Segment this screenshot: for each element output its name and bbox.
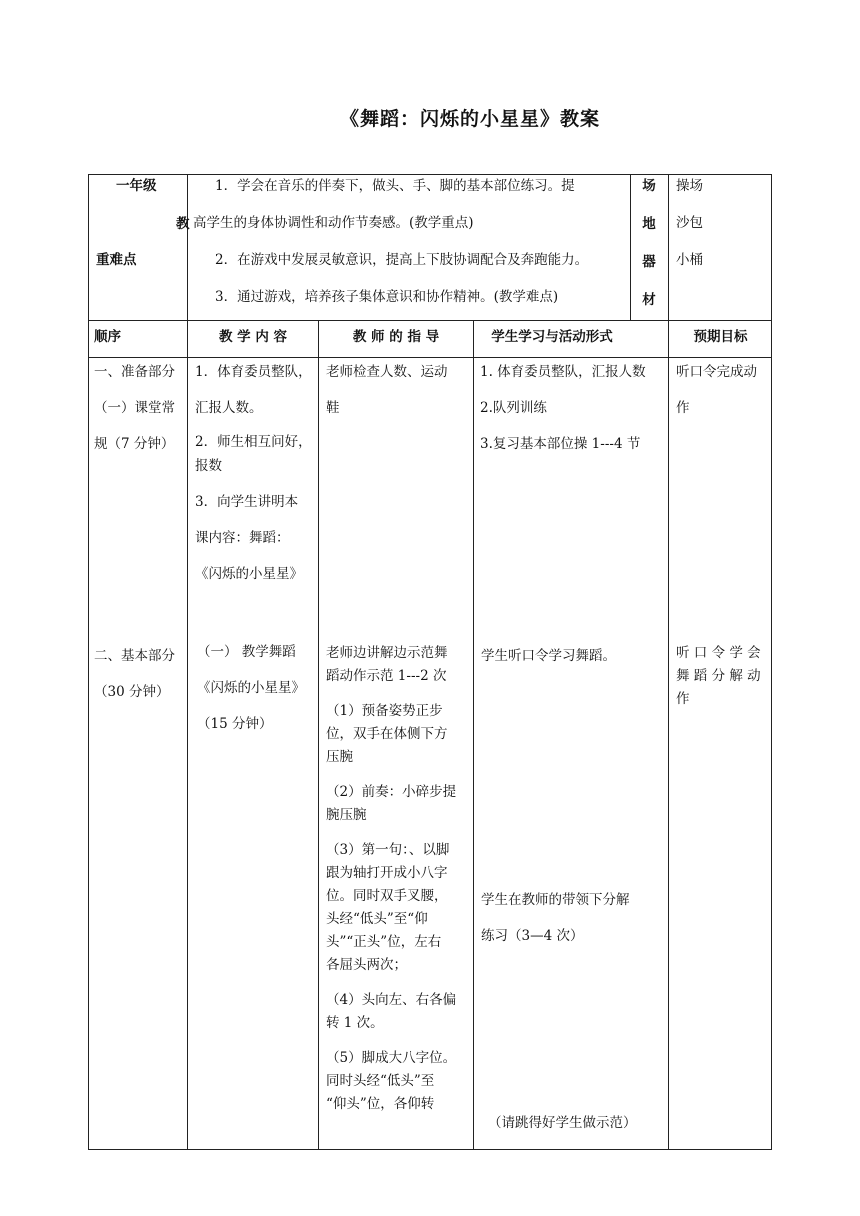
column-divider bbox=[318, 320, 319, 1150]
objective-line: 1．学会在音乐的伴奏下，做头、手、脚的基本部位练习。提 bbox=[215, 178, 575, 194]
key-points-label: 重难点 bbox=[96, 252, 137, 268]
part2-student-a: 学生听口令学习舞蹈。 bbox=[481, 648, 616, 664]
jiao-char: 教 bbox=[176, 216, 190, 232]
part1-order: 一、准备部分 （一）课堂常 规（7 分钟） bbox=[94, 364, 175, 452]
part2-order: 二、基本部分 （30 分钟） bbox=[94, 648, 175, 700]
part2-student-c: （请跳得好学生做示范） bbox=[488, 1115, 637, 1131]
objective-line: 高学生的身体协调性和动作节奏感。(教学重点) bbox=[193, 215, 474, 231]
equipment-item: 沙包 bbox=[676, 215, 703, 231]
part2-teacher: 老师边讲解边示范舞 蹈动作示范 1---2 次 （1）预备姿势正步 位，双手在体侧下方 压腕 （2）前奏：小碎步提 腕压腕 （3）第一句：、以脚 跟为轴打开成小八字 位。同时双手叉腰， 头经“低头”至“仰 头”“正头”位，左右 各屈头两次； （4）头向左、右各偏 转 1 次。 （5）脚成大八字位。 同时头经“低头”至 “仰头”位，各仰转 bbox=[326, 645, 457, 1112]
header-content: 教 学 内 容 bbox=[218, 329, 288, 345]
grade-label: 一年级 bbox=[116, 178, 157, 194]
row-divider bbox=[88, 357, 772, 358]
column-divider bbox=[668, 174, 669, 1150]
part1-goal: 听口令完成动 作 bbox=[676, 364, 757, 416]
objective-line: 2．在游戏中发展灵敏意识，提高上下肢协调配合及奔跑能力。 bbox=[215, 252, 589, 268]
row-divider bbox=[88, 320, 772, 321]
equipment-item: 操场 bbox=[676, 178, 703, 194]
part2-goal: 听 口 令 学 会 舞 蹈 分 解 动 作 bbox=[676, 645, 761, 707]
column-divider bbox=[187, 174, 188, 1150]
header-teacher: 教 师 的 指 导 bbox=[352, 329, 440, 345]
part2-student-b: 学生在教师的带领下分解 练习（3—4 次） bbox=[481, 892, 630, 944]
part1-content: 1．体育委员整队， 汇报人数。 2．师生相互问好， 报数 3．向学生讲明本 课内容：舞蹈： 《闪烁的小星星》 bbox=[195, 364, 312, 582]
part1-teacher: 老师检查人数、运动 鞋 bbox=[326, 364, 448, 416]
header-student: 学生学习与活动形式 bbox=[491, 329, 613, 345]
header-goal: 预期目标 bbox=[693, 329, 748, 345]
column-divider bbox=[630, 174, 631, 320]
part1-student: 1. 体育委员整队，汇报人数 2.队列训练 3.复习基本部位操 1---4 节 bbox=[480, 364, 646, 452]
header-order: 顺序 bbox=[94, 329, 121, 345]
part2-content: （一） 教学舞蹈 《闪烁的小星星》 （15 分钟） bbox=[197, 644, 305, 732]
equipment-item: 小桶 bbox=[676, 252, 703, 268]
column-divider bbox=[473, 320, 474, 1150]
objective-line: 3．通过游戏，培养孩子集体意识和协作精神。(教学难点) bbox=[215, 289, 559, 305]
venue-equipment-label: 场 地 器 材 bbox=[642, 178, 656, 308]
page-title: 《舞蹈：闪烁的小星星》教案 bbox=[339, 108, 600, 130]
